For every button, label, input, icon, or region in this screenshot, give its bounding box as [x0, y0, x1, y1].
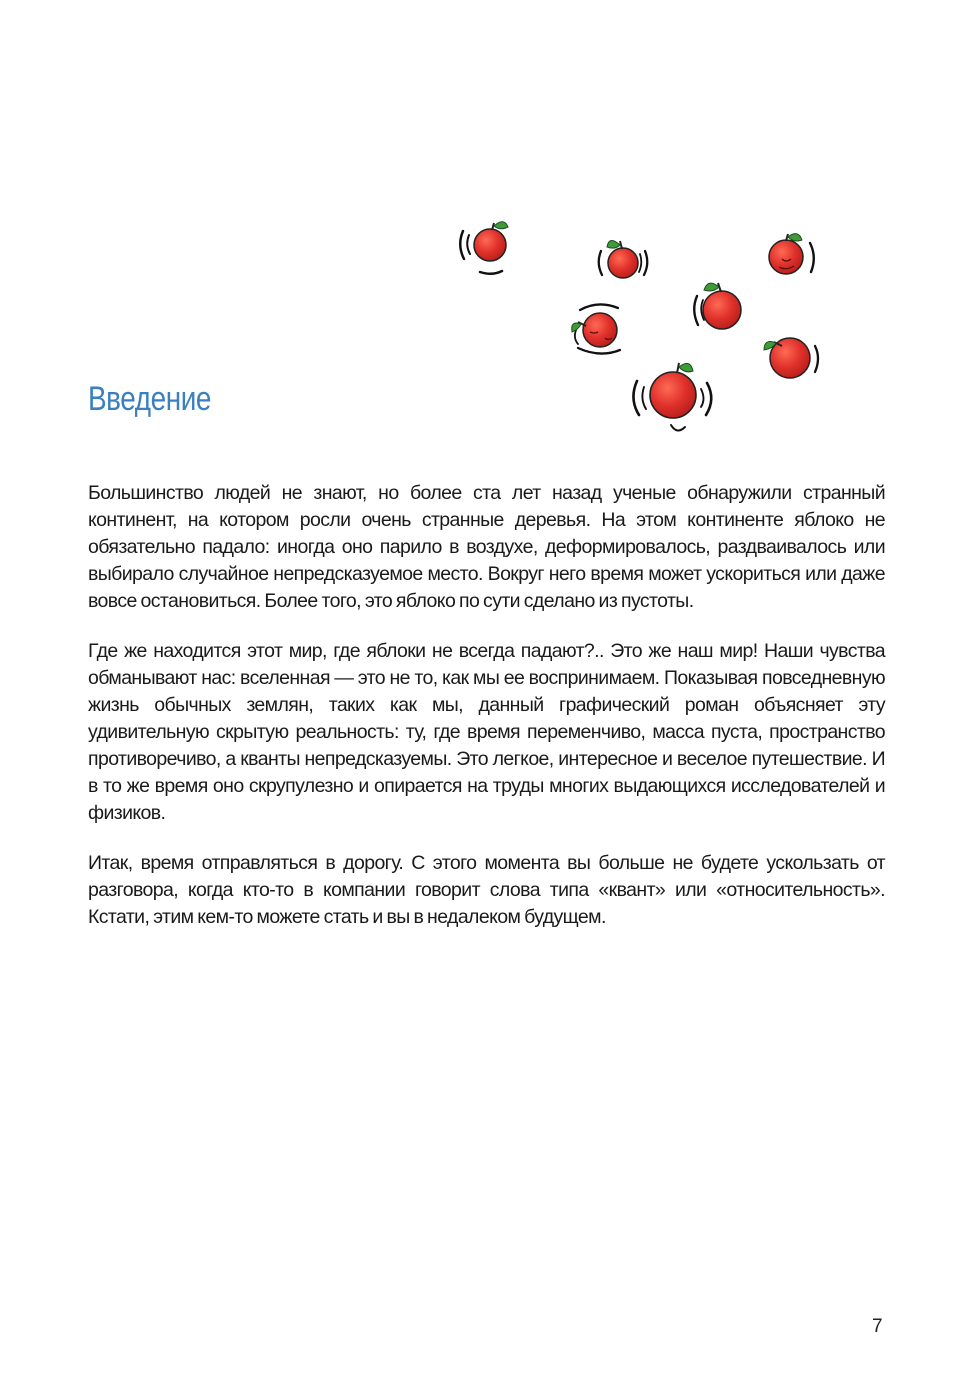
- page-title: Введение: [88, 380, 211, 418]
- apple-icon: [633, 363, 711, 431]
- bouncing-apples-illustration: [450, 210, 840, 440]
- apple-icon: [599, 240, 648, 278]
- paragraph: Большинство людей не знают, но более ста лет назад ученые обнаружили странный континент, на котором росли очень странные деревья. На этом континенте яблоко не обязательно падало: иногда оно парило в воздухе, деформировалось, раздваивалось или выбирало случайное непредсказуемое место. Вокруг него время может ускориться или даже вовсе остановиться. Более того, это яблоко по сути сделано из пустоты.: [88, 482, 885, 612]
- apple-icon: [460, 222, 508, 274]
- paragraph: Где же находится этот мир, где яблоки не всегда падают?.. Это же наш мир! Наши чувства обманывают нас: вселенная — это не то, как мы ее воспринимаем. Показывая повседневную жизнь обычных землян, таких как мы, данный графический роман объясняет эту удивительную скрытую реальность: ту, где время переменчиво, масса пуста, пространство противоречиво, а кванты непредсказуемы. Это легкое, интересное и веселое путешествие. И в то же время оно скрупулезно и опирается на труды многих выдающихся исследователей и физиков.: [88, 640, 885, 824]
- apple-icon: [764, 338, 818, 378]
- page-number: 7: [872, 1316, 883, 1337]
- body-text: [88, 480, 885, 954]
- paragraph: Итак, время отправляться в дорогу. С этого момента вы больше не будете ускользать от разговора, когда кто-то в компании говорит слова типа «квант» или «относительность». Кстати, этим кем-то можете стать и вы в недалеком будущем.: [88, 852, 885, 928]
- apple-icon: [572, 304, 620, 353]
- apple-icon: [769, 234, 814, 274]
- apple-icon: [694, 283, 741, 329]
